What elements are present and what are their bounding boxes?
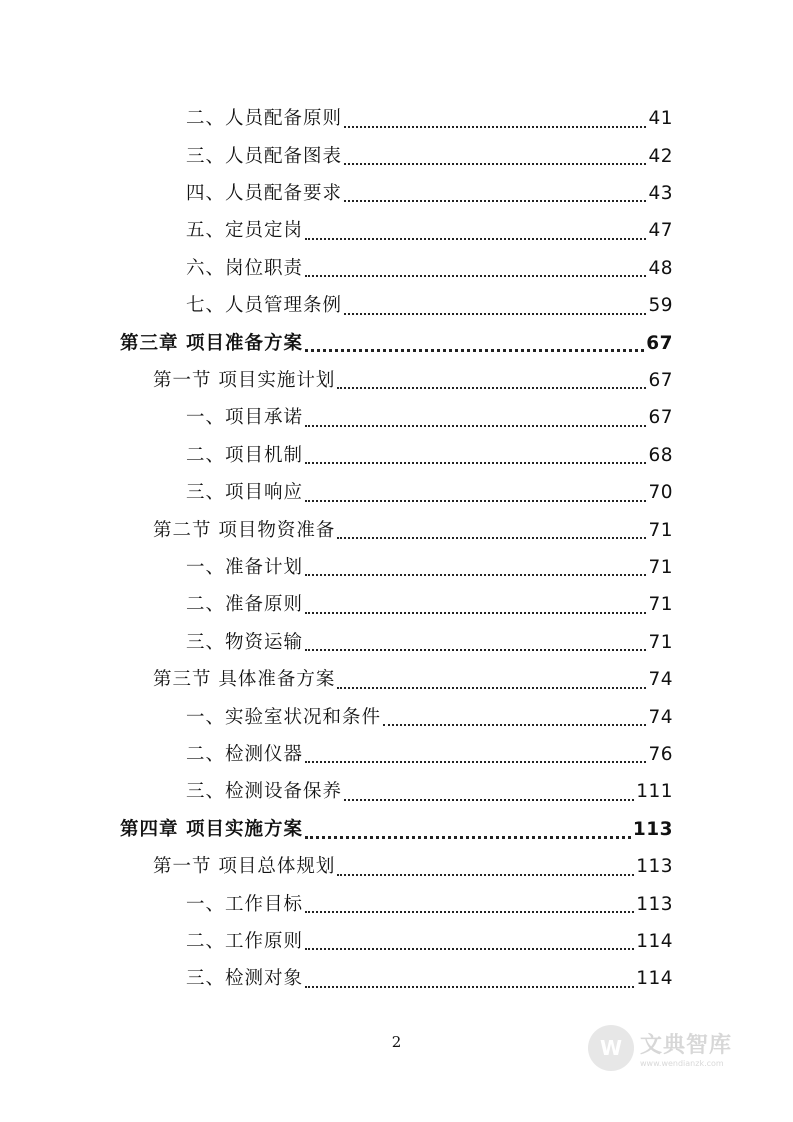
toc-entry[interactable] bbox=[186, 138, 673, 175]
toc-leader-dots bbox=[344, 126, 646, 128]
toc-leader-dots bbox=[305, 462, 646, 464]
toc-entry-page: 114 bbox=[636, 931, 673, 953]
toc-entry-label: 第一节 项目总体规划 bbox=[153, 856, 336, 878]
toc-entry-page: 74 bbox=[648, 669, 673, 691]
toc-entry[interactable] bbox=[186, 625, 673, 662]
watermark bbox=[588, 1018, 788, 1078]
toc-entry-page: 68 bbox=[648, 444, 673, 466]
toc-entry-label: 三、人员配备图表 bbox=[186, 145, 343, 167]
watermark-logo-icon: W bbox=[588, 1025, 634, 1071]
toc-entry-label: 七、人员管理条例 bbox=[186, 295, 343, 317]
toc-entry[interactable] bbox=[186, 886, 673, 923]
watermark-url: www.wendianzk.com bbox=[640, 1059, 724, 1068]
toc-entry[interactable] bbox=[186, 213, 673, 250]
toc-entry-label: 三、项目响应 bbox=[186, 482, 304, 504]
toc-leader-dots bbox=[344, 799, 634, 801]
toc-entry-page: 67 bbox=[646, 332, 673, 354]
toc-entry-label: 三、检测对象 bbox=[186, 968, 304, 990]
toc-entry-page: 67 bbox=[648, 407, 673, 429]
toc-entry[interactable] bbox=[186, 774, 673, 811]
toc-entry[interactable] bbox=[186, 587, 673, 624]
toc-entry-label: 四、人员配备要求 bbox=[186, 183, 343, 205]
toc-entry-page: 113 bbox=[636, 893, 673, 915]
toc-entry-label: 第三节 具体准备方案 bbox=[153, 669, 336, 691]
toc-entry-label: 第二节 项目物资准备 bbox=[153, 519, 336, 541]
toc-leader-dots bbox=[305, 836, 631, 839]
toc-entry[interactable] bbox=[186, 288, 673, 325]
toc-entry[interactable] bbox=[120, 812, 673, 849]
toc-entry[interactable] bbox=[186, 924, 673, 961]
toc-entry-label: 二、人员配备原则 bbox=[186, 108, 343, 130]
toc-leader-dots bbox=[344, 200, 646, 202]
toc-entry-page: 76 bbox=[648, 744, 673, 766]
toc-leader-dots bbox=[337, 687, 646, 689]
toc-entry-page: 113 bbox=[636, 856, 673, 878]
toc-entry-label: 五、定员定岗 bbox=[186, 220, 304, 242]
toc-entry-label: 一、准备计划 bbox=[186, 557, 304, 579]
toc-entry-page: 42 bbox=[648, 145, 673, 167]
toc-entry-page: 47 bbox=[648, 220, 673, 242]
toc-entry[interactable] bbox=[186, 101, 673, 138]
toc-leader-dots bbox=[305, 911, 634, 913]
toc-entry[interactable] bbox=[153, 662, 673, 699]
toc-entry-label: 二、工作原则 bbox=[186, 931, 304, 953]
toc-entry-label: 第一节 项目实施计划 bbox=[153, 370, 336, 392]
toc-entry-label: 二、检测仪器 bbox=[186, 744, 304, 766]
toc-entry-page: 70 bbox=[648, 482, 673, 504]
toc-entry[interactable] bbox=[186, 176, 673, 213]
toc-leader-dots bbox=[305, 986, 634, 988]
watermark-title: 文典智库 bbox=[640, 1033, 733, 1058]
toc-entry[interactable] bbox=[186, 699, 673, 736]
toc-leader-dots bbox=[305, 761, 646, 763]
toc-entry[interactable] bbox=[186, 438, 673, 475]
toc-leader-dots bbox=[305, 500, 646, 502]
toc-entry-page: 71 bbox=[648, 594, 673, 616]
toc-entry[interactable] bbox=[153, 849, 673, 886]
toc-entry-page: 71 bbox=[648, 631, 673, 653]
toc-entry-page: 71 bbox=[648, 519, 673, 541]
toc-entry-page: 74 bbox=[648, 706, 673, 728]
toc-entry[interactable] bbox=[186, 961, 673, 998]
toc-leader-dots bbox=[305, 574, 646, 576]
toc-entry[interactable] bbox=[120, 325, 673, 362]
toc-entry-label: 第三章 项目准备方案 bbox=[120, 332, 303, 354]
toc-leader-dots bbox=[305, 238, 646, 240]
toc-entry-label: 一、项目承诺 bbox=[186, 407, 304, 429]
toc-entry[interactable] bbox=[153, 363, 673, 400]
toc-entry[interactable] bbox=[186, 475, 673, 512]
toc-entry-label: 一、工作目标 bbox=[186, 893, 304, 915]
toc-leader-dots bbox=[305, 425, 646, 427]
toc-entry-page: 114 bbox=[636, 968, 673, 990]
toc-entry-page: 113 bbox=[632, 818, 673, 840]
toc-leader-dots bbox=[337, 874, 634, 876]
toc-leader-dots bbox=[383, 724, 646, 726]
toc-leader-dots bbox=[344, 313, 646, 315]
toc-entry-label: 三、物资运输 bbox=[186, 631, 304, 653]
toc-entry-page: 67 bbox=[648, 370, 673, 392]
page-number: 2 bbox=[391, 1033, 402, 1051]
toc-entry-label: 二、项目机制 bbox=[186, 444, 304, 466]
toc-entry-label: 三、检测设备保养 bbox=[186, 781, 343, 803]
toc-leader-dots bbox=[305, 948, 634, 950]
toc-leader-dots bbox=[305, 649, 646, 651]
toc-leader-dots bbox=[305, 275, 646, 277]
toc-entry[interactable] bbox=[186, 737, 673, 774]
toc-entry-page: 41 bbox=[648, 108, 673, 130]
toc-entry[interactable] bbox=[186, 400, 673, 437]
toc-entry-page: 43 bbox=[648, 183, 673, 205]
toc-leader-dots bbox=[305, 612, 646, 614]
toc-entry-page: 59 bbox=[648, 295, 673, 317]
toc-leader-dots bbox=[337, 537, 646, 539]
toc-entry-label: 一、实验室状况和条件 bbox=[186, 706, 382, 728]
toc-entry-page: 71 bbox=[648, 557, 673, 579]
toc-entry-label: 第四章 项目实施方案 bbox=[120, 818, 303, 840]
toc-entry[interactable] bbox=[186, 251, 673, 288]
toc-entry-page: 111 bbox=[636, 781, 673, 803]
toc-entry[interactable] bbox=[186, 550, 673, 587]
toc-entry-page: 48 bbox=[648, 257, 673, 279]
toc-entry-label: 六、岗位职责 bbox=[186, 257, 304, 279]
toc-leader-dots bbox=[305, 349, 644, 352]
toc-entry[interactable] bbox=[153, 512, 673, 549]
toc-leader-dots bbox=[344, 163, 646, 165]
toc-leader-dots bbox=[337, 387, 646, 389]
toc-entry-label: 二、准备原则 bbox=[186, 594, 304, 616]
